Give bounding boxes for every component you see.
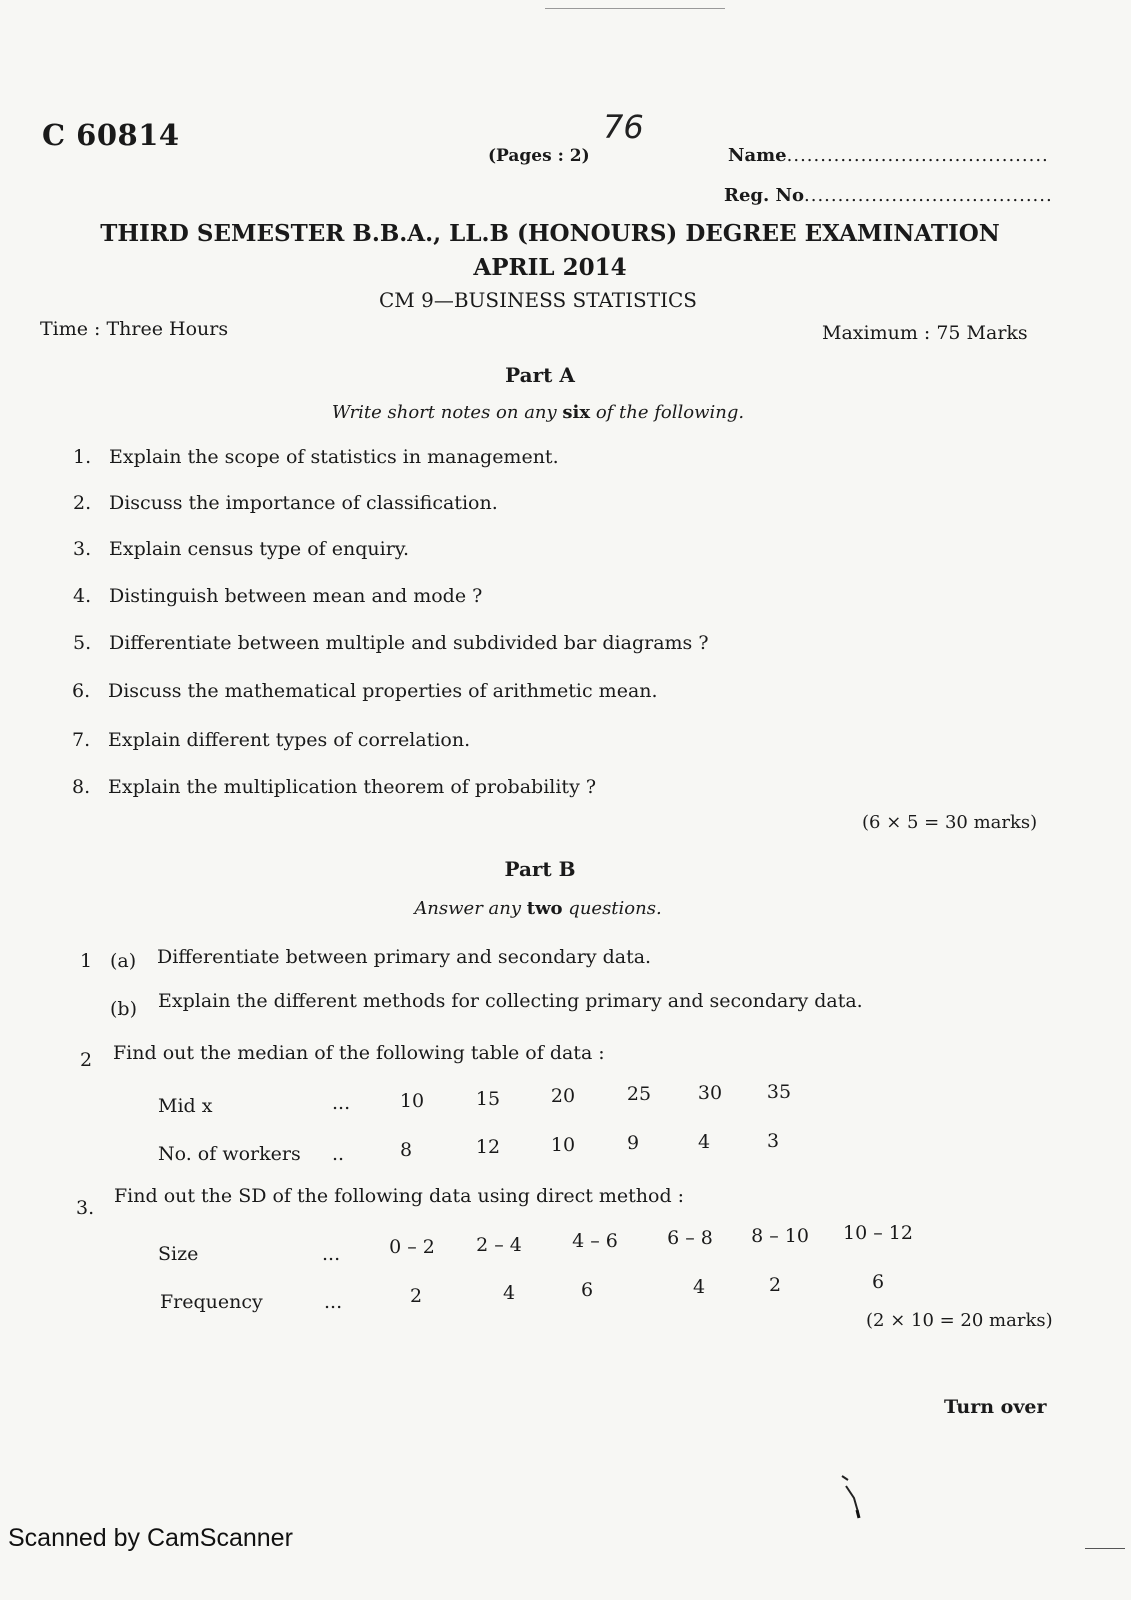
question-a1 — [73, 446, 559, 468]
table1-cell: 25 — [626, 1083, 652, 1105]
table2-row2-sep: ... — [324, 1291, 343, 1313]
question-text: Explain the multiplication theorem of probability ? — [108, 776, 597, 798]
table1-cell: 35 — [766, 1081, 792, 1103]
regno-label: Reg. No — [724, 185, 804, 206]
question-number: 3. — [73, 538, 92, 560]
exam-subject: CM 9—BUSINESS STATISTICS — [378, 288, 697, 312]
question-b1a-text: Differentiate between primary and secondary data. — [157, 946, 652, 968]
part-a-instruction-pre: Write short notes on any — [331, 402, 563, 423]
table1-cell: 20 — [550, 1085, 576, 1107]
table2-cell: 2 — [768, 1274, 782, 1296]
scanner-watermark: Scanned by CamScanner — [8, 1524, 293, 1552]
question-number: 4. — [73, 585, 92, 607]
edge-mark — [1085, 1548, 1125, 1549]
question-a5 — [73, 632, 709, 654]
question-number: 1. — [73, 446, 92, 468]
question-a6 — [72, 680, 658, 702]
question-b1b-text: Explain the different methods for collecting primary and secondary data. — [158, 990, 863, 1012]
table1-cell: 8 — [399, 1139, 413, 1161]
regno-dots: ..................................... — [804, 185, 1053, 206]
table1-cell: 9 — [626, 1132, 640, 1154]
paper-code: C 60814 — [42, 118, 180, 152]
table1-row1-sep: ... — [332, 1092, 351, 1114]
question-text: Explain census type of enquiry. — [109, 538, 410, 560]
exam-date: APRIL 2014 — [473, 254, 627, 281]
table2-cell: 2 – 4 — [476, 1234, 522, 1256]
part-a-instruction — [0, 402, 1076, 423]
question-b2-number: 2 — [80, 1049, 93, 1071]
turn-over: Turn over — [944, 1396, 1047, 1418]
part-a-instruction-post: of the following. — [590, 402, 745, 423]
table2-cell: 0 – 2 — [389, 1236, 435, 1258]
table2-cell: 6 – 8 — [667, 1227, 713, 1249]
top-scan-line — [545, 8, 725, 9]
question-a2 — [73, 492, 498, 514]
question-number: 5. — [73, 632, 92, 654]
part-b-instruction-post: questions. — [562, 898, 662, 919]
table1-row2-sep: .. — [332, 1143, 345, 1165]
part-a-instruction-bold: six — [562, 402, 591, 423]
table2-cell: 4 – 6 — [572, 1230, 618, 1252]
question-text: Discuss the mathematical properties of arithmetic mean. — [108, 680, 658, 702]
question-text: Differentiate between multiple and subdivided bar diagrams ? — [109, 632, 709, 654]
question-b1-number: 1 — [80, 950, 93, 972]
table1-cell: 15 — [475, 1088, 501, 1110]
table2-cell: 8 – 10 — [751, 1225, 809, 1247]
part-b-instruction-bold: two — [526, 898, 563, 919]
question-number: 2. — [73, 492, 92, 514]
pen-mark-decoration — [838, 1472, 868, 1522]
page-count: (Pages : 2) — [488, 146, 590, 166]
table2-cell: 4 — [692, 1276, 706, 1298]
question-text: Distinguish between mean and mode ? — [109, 585, 483, 607]
table2-cell: 6 — [871, 1271, 885, 1293]
question-a8 — [72, 776, 596, 798]
part-b-heading: Part B — [504, 857, 576, 881]
question-b3-text: Find out the SD of the following data using direct method : — [114, 1185, 685, 1207]
name-field — [728, 145, 1049, 166]
table1-row2-label: No. of workers — [158, 1143, 301, 1165]
question-text: Explain the scope of statistics in management. — [109, 446, 559, 468]
question-b3-number: 3. — [76, 1197, 95, 1219]
question-text: Explain different types of correlation. — [108, 729, 471, 751]
table2-row2-label: Frequency — [160, 1291, 263, 1313]
table1-row1-label: Mid x — [158, 1095, 213, 1117]
table1-cell: 12 — [475, 1136, 501, 1158]
table1-cell: 10 — [550, 1134, 576, 1156]
table1-cell: 3 — [766, 1130, 780, 1152]
question-a3 — [73, 538, 409, 560]
handwritten-note: 76 — [603, 108, 644, 146]
name-label: Name — [728, 145, 787, 166]
part-b-instruction — [0, 898, 1076, 919]
exam-max-marks: Maximum : 75 Marks — [822, 322, 1028, 344]
table2-row1-label: Size — [158, 1243, 199, 1265]
part-b-marks: (2 × 10 = 20 marks) — [866, 1310, 1053, 1331]
question-text: Discuss the importance of classification. — [109, 492, 498, 514]
table2-cell: 10 – 12 — [843, 1222, 913, 1244]
question-number: 7. — [72, 729, 91, 751]
table2-row1-sep: ... — [322, 1243, 341, 1265]
exam-time: Time : Three Hours — [40, 318, 229, 340]
regno-field — [724, 185, 1053, 206]
table2-cell: 4 — [502, 1282, 516, 1304]
part-a-heading: Part A — [505, 363, 575, 387]
question-number: 8. — [72, 776, 91, 798]
question-b1b-label: (b) — [110, 998, 137, 1020]
table1-cell: 4 — [697, 1131, 711, 1153]
question-a7 — [72, 729, 470, 751]
part-b-instruction-pre: Answer any — [414, 898, 527, 919]
question-b1a-label: (a) — [110, 950, 137, 972]
exam-title: THIRD SEMESTER B.B.A., LL.B (HONOURS) DEGREE EXAMINATION — [100, 220, 1000, 247]
question-number: 6. — [72, 680, 91, 702]
name-dots: ....................................... — [786, 145, 1049, 166]
table2-cell: 6 — [580, 1279, 594, 1301]
table2-cell: 2 — [409, 1285, 423, 1307]
part-a-marks: (6 × 5 = 30 marks) — [862, 812, 1038, 833]
table1-cell: 10 — [399, 1090, 425, 1112]
question-a4 — [73, 585, 482, 607]
question-b2-text: Find out the median of the following table of data : — [113, 1042, 605, 1064]
table1-cell: 30 — [697, 1082, 723, 1104]
